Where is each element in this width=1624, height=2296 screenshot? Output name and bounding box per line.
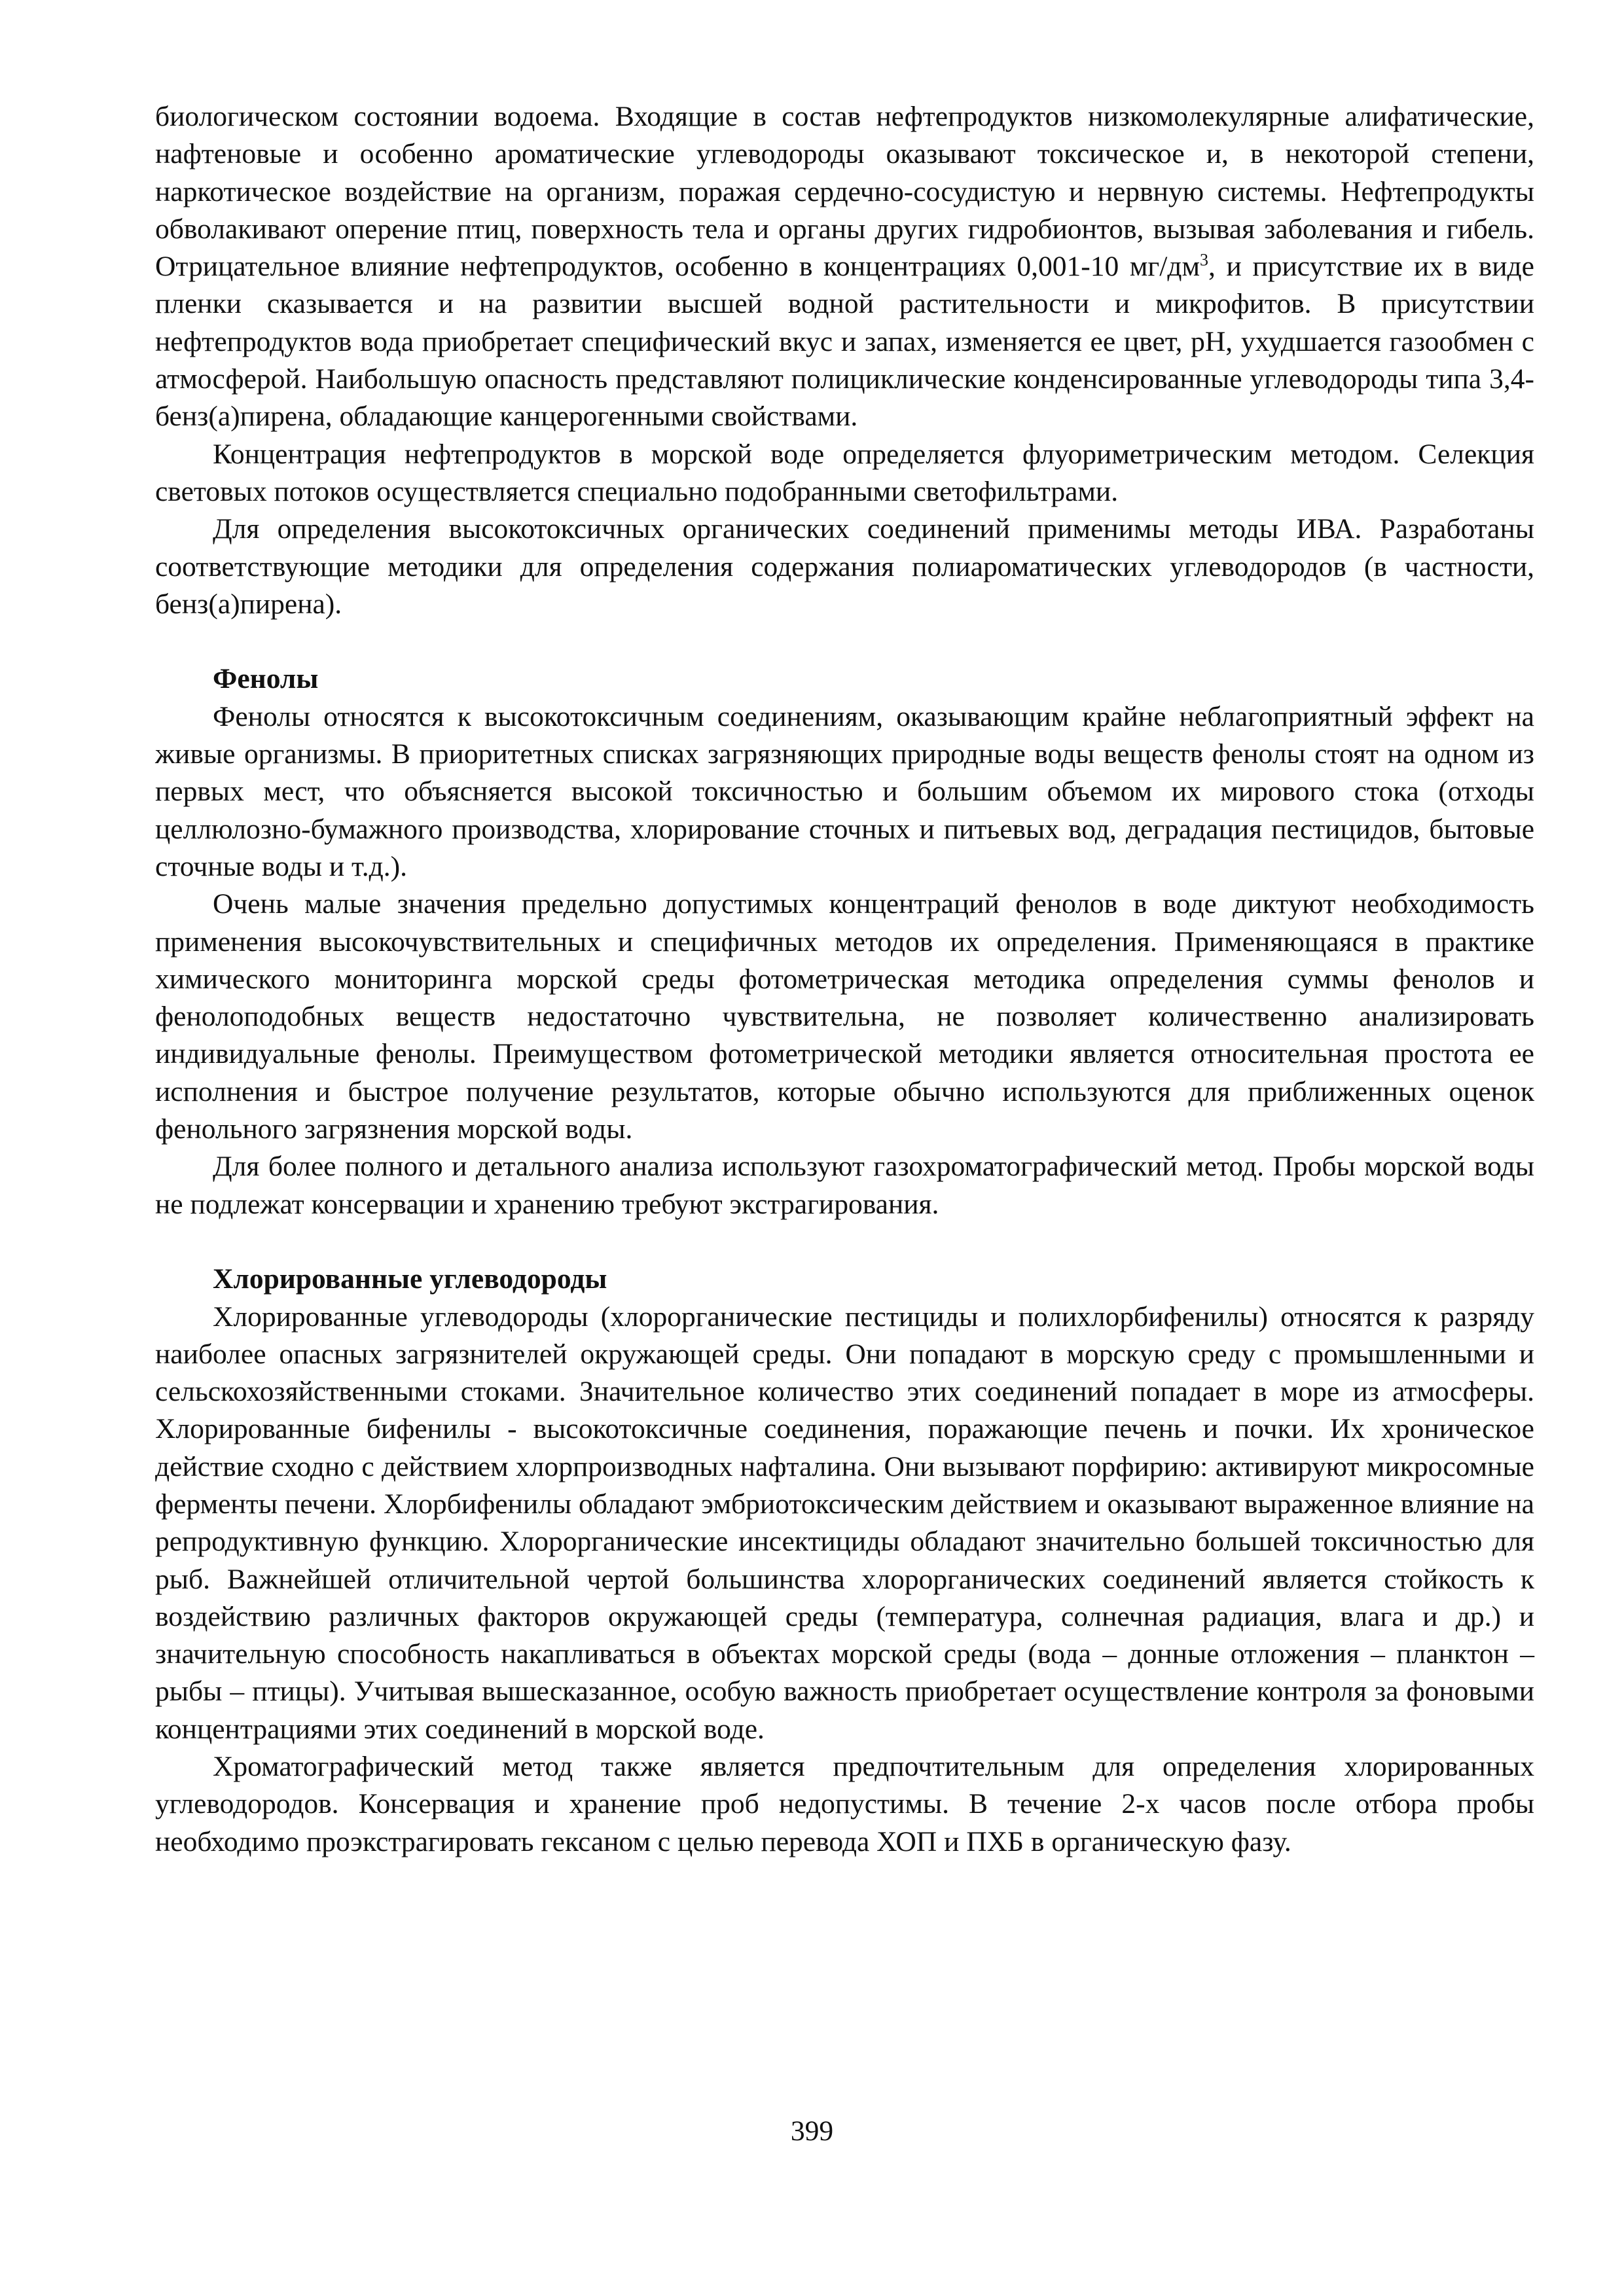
intro-paragraph-1-text-b: , и присутствие их в виде пленки сказывается и на развитии высшей водной растительности и микрофитов. В присутствии нефтепродуктов вода приобретает специфический вкус и запах, изменяется ее цвет, pH, ухудшается газообмен с атмосферой. Наибольшую опасность представляют полициклические конденсированные углеводороды типа 3,4-бенз(а)пирена, обладающие канцерогенными свойствами. bbox=[155, 251, 1534, 433]
intro-paragraph-2: Концентрация нефтепродуктов в морской воде определяется флуориметрическим методом. Селекция световых потоков осуществляется специально подобранными светофильтрами. bbox=[155, 438, 1534, 507]
intro-paragraph-1-text-a: биологическом состоянии водоема. Входящие в состав нефтепродуктов низкомолекулярные алифатические, нафтеновые и особенно ароматические углеводороды оказывают токсическое и, в некоторой степени, наркотическое воздействие на организм, поражая сердечно-сосудистую и нервную системы. Нефтепродукты обволакивают оперение птиц, поверхность тела и органы других гидробионтов, вызывая заболевания и гибель. Отрицательное влияние нефтепродуктов, особенно в концентрациях 0,001-10 мг/дм bbox=[155, 101, 1534, 283]
phenols-paragraph-3: Для более полного и детального анализа используют газохроматографический метод. Пробы морской воды не подлежат консервации и хранению требуют экстрагирования. bbox=[155, 1151, 1534, 1220]
intro-paragraph-1 bbox=[155, 98, 1534, 436]
page-number: 399 bbox=[790, 2115, 834, 2147]
page-body bbox=[155, 98, 1534, 1861]
superscript-3: 3 bbox=[1200, 250, 1209, 270]
chlorinated-paragraph-1: Хлорированные углеводороды (хлорорганические пестициды и полихлорбифенилы) относятся к разряду наиболее опасных загрязнителей окружающей среды. Они попадают в морскую среду с промышленными и сельскохозяйственными стоками. Значительное количество этих соединений попадает в море из атмосферы. Хлорированные бифенилы - высокотоксичные соединения, поражающие печень и почки. Их хроническое действие сходно с действием хлорпроизводных нафталина. Они вызывают порфирию: активируют микросомные ферменты печени. Хлорбифенилы обладают эмбриотоксическим действием и оказывают выраженное влияние на репродуктивную функцию. Хлорорганические инсектициды обладают значительно большей токсичностью для рыб. Важнейшей отличительной чертой большинства хлорорганических соединений является стойкость к воздействию различных факторов окружающей среды (температура, солнечная радиация, влага и др.) и значительную способность накапливаться в объектах морской среды (вода – донные отложения – планктон – рыбы – птицы). Учитывая вышесказанное, особую важность приобретает осуществление контроля за фоновыми концентрациями этих соединений в морской воде. bbox=[155, 1300, 1534, 1745]
section-heading-chlorinated: Хлорированные углеводороды bbox=[213, 1263, 607, 1295]
phenols-paragraph-1: Фенолы относятся к высокотоксичным соединениям, оказывающим крайне неблагоприятный эффект на живые организмы. В приоритетных списках загрязняющих природные воды веществ фенолы стоят на одном из первых мест, что объясняется высокой токсичностью и большим объемом их мирового стока (отходы целлюлозно-бумажного производства, хлорирование сточных и питьевых вод, деградация пестицидов, бытовые сточные воды и т.д.). bbox=[155, 700, 1534, 882]
chlorinated-paragraph-2: Хроматографический метод также является предпочтительным для определения хлорированных углеводородов. Консервация и хранение проб недопустимы. В течение 2-х часов после отбора пробы необходимо проэкстрагировать гексаном с целью перевода ХОП и ПХБ в органическую фазу. bbox=[155, 1751, 1534, 1857]
phenols-paragraph-2: Очень малые значения предельно допустимых концентраций фенолов в воде диктуют необходимость применения высокочувствительных и специфичных методов их определения. Применяющаяся в практике химического мониторинга морской среды фотометрическая методика определения суммы фенолов и фенолоподобных веществ недостаточно чувствительна, не позволяет количественно анализировать индивидуальные фенолы. Преимуществом фотометрической методики является относительная простота ее исполнения и быстрое получение результатов, которые обычно используются для приближенных оценок фенольного загрязнения морской воды. bbox=[155, 888, 1534, 1145]
section-heading-phenols: Фенолы bbox=[213, 663, 319, 695]
section-gap bbox=[155, 623, 1534, 660]
intro-paragraph-3: Для определения высокотоксичных органических соединений применимы методы ИВА. Разработаны соответствующие методики для определения содержания полиароматических углеводородов (в частности, бенз(а)пирена). bbox=[155, 513, 1534, 620]
section-gap bbox=[155, 1223, 1534, 1261]
